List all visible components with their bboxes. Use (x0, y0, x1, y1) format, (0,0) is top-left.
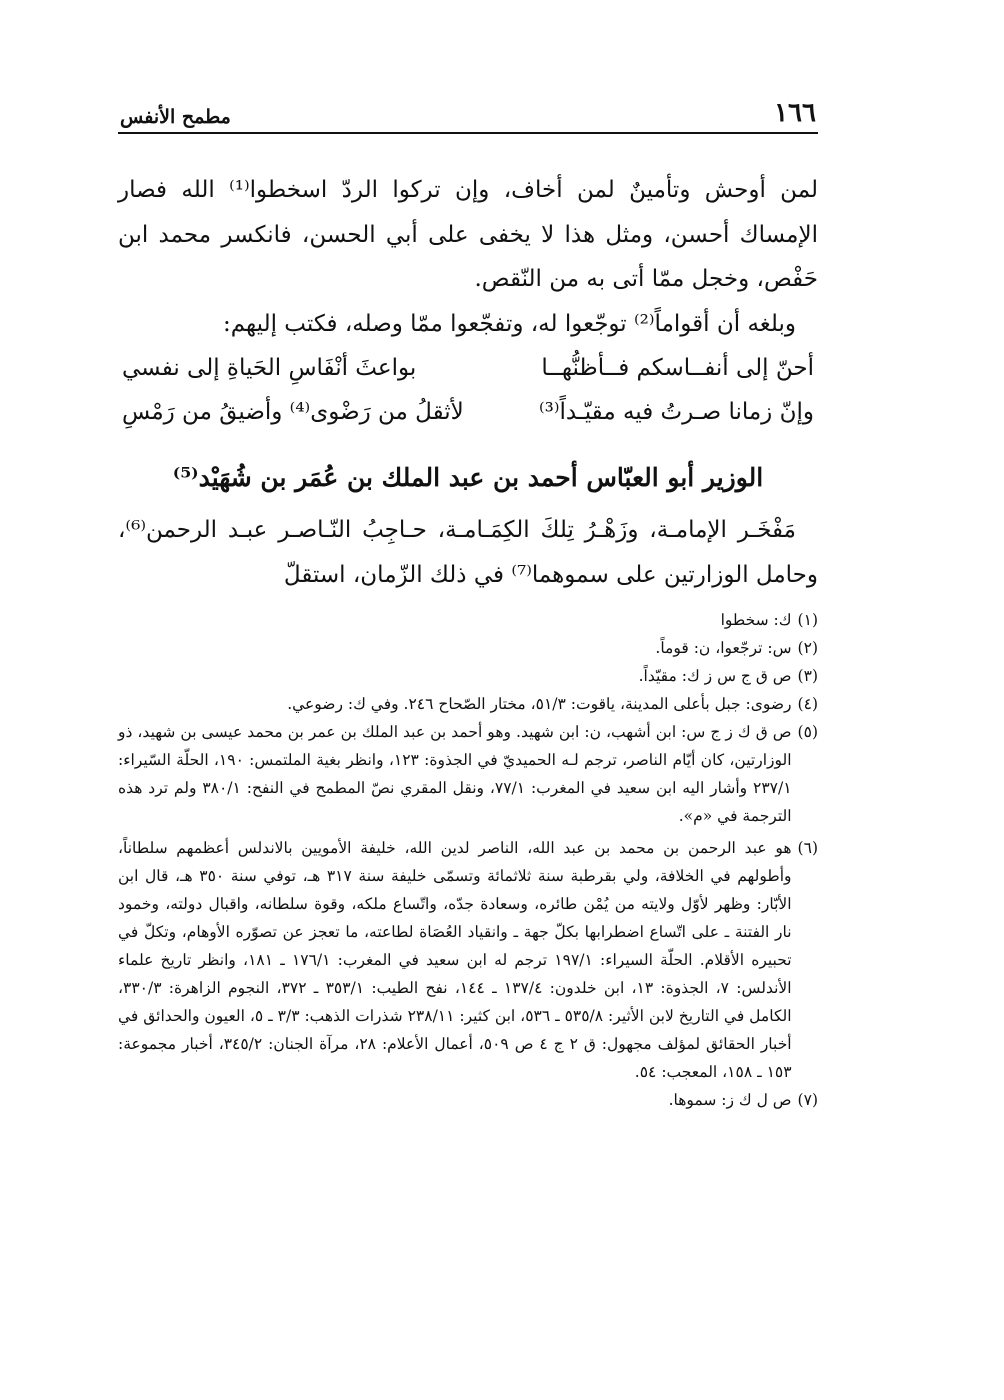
book-title: مطمح الأنفس (120, 106, 231, 128)
verse-first-hemistich: وإنّ زمانا صـرتُ فيه مقيّـداً⁽³⁾ (539, 399, 814, 425)
paragraph: لمن أوحش وتأمينٌ لمن أخاف، وإن تركوا الردّ اسخطوا⁽¹⁾ الله فصار الإمساك أحسن، ومثل هذا لا يخفى على أبي الحسن، فانكسر محمد ابن حَفْص، وخجل ممّا أتى به من النّقص. (118, 177, 818, 292)
running-header (118, 88, 818, 134)
footnote-number: (٣) (797, 667, 818, 685)
footnote (118, 690, 818, 718)
footnote (118, 834, 818, 1086)
paragraph: مَفْخَـر الإمامـة، وزَهْـرُ تِلكَ الكِمَـامـة، حـاجِبُ النّـاصـر عبـد الرحمن⁽⁶⁾، وحامل الوزارتين على سموهما⁽⁷⁾ في ذلك الزّمان، استقلّ (118, 517, 818, 588)
footnote-number: (٢) (797, 639, 818, 657)
verse-line (118, 390, 818, 434)
footnote (118, 1086, 818, 1114)
footnote-text: ص ل ك ز: سموها. (668, 1091, 792, 1109)
footnote (118, 634, 818, 662)
footnote-text: س: ترجّعوا، ن: قوماً. (655, 639, 792, 657)
main-text-continued (118, 508, 818, 598)
footnote-number: (٧) (797, 1091, 818, 1109)
footnote (118, 718, 818, 830)
footnote (118, 662, 818, 690)
main-text (118, 168, 818, 434)
paragraph: وبلغه أن أقواماً⁽²⁾ توجّعوا له، وتفجّعوا ممّا وصله، فكتب إليهم: (223, 310, 796, 337)
footnote-text: هو عبد الرحمن بن محمد بن عبد الله، الناصر لدين الله، خليفة الأمويين بالاندلس أعظمهم سلطاناً، وأطولهم في الخلافة، ولي بقرطبة سنة ثلاثمائة وتسمّى خليفة سنة ٣١٧ هـ، توفي سنة ٣٥٠ هـ، قال ابن الأبّار: وظهر لأوّل ولايته من يُمْن طائره، وسعادة جدّه، واتّساع ملكه، وقوة سلطانه، واقبال دولته، وخمود نار الفتنة ـ على اتّساع اضطرابها بكلّ جهة ـ وانقياد العُصَاة لطاعته، ما تعجز عن تصوّره الأوهام، وتكلّ في تحبيره الأقلام. الحلّة السيراء: ١٩٧/١ ترجم له ابن سعيد في المغرب: ١٧٦/١ ـ ١٨١، وانظر تاريخ علماء الأندلس: ٧، الجذوة: ١٣، ابن خلدون: ١٣٧/٤ ـ ١٤٤، نفح الطيب: ٣٥٣/١ ـ ٣٧٢، النجوم الزاهرة: ٣٣٠/٣، الكامل في التاريخ لابن الأثير: ٥٣٥/٨ ـ ٥٣٦، ابن كثير: ٢٣٨/١١ شذرات الذهب: ٣/٣ ـ ٥، العيون والحدائق في أخبار الحقائق لمؤلف مجهول: ق ٢ ج ٤ ص ٥٠٩، أعمال الأعلام: ٢٨، مرآة الجنان: ٣٤٥/٢، أخبار مجموعة: ١٥٣ ـ ١٥٨، المعجب: ٥٤. (118, 839, 792, 1081)
footnote-number: (٥) (797, 723, 818, 741)
footnote-text: ص ق ك ز ج س: ابن أشهب، ن: ابن شهيد. وهو أحمد بن عبد الملك بن عمر بن محمد عيسى بن شهيد، ذو الوزارتين، كان أيّام الناصر، ترجم لـه الحميديّ في الجذوة: ١٢٣، وانظر بغية الملتمس: ١٩٠، الحلّة السّيراء: ٢٣٧/١ وأشار اليه ابن سعيد في المغرب: ٧٧/١، ونقل المقري نصّ المطمح في النفح: ٣٨٠/١ ولم ترد هذه الترجمة في «م». (118, 723, 792, 825)
page-number: ١٦٦ (774, 98, 816, 128)
footnote-text: ك: سخطوا (720, 611, 792, 629)
verse-first-hemistich: أحنّ إلى أنفــاسكم فــأظنُّهــا (541, 355, 814, 381)
book-page (118, 88, 818, 1114)
footnote-number: (١) (797, 611, 818, 629)
footnote-text: رضوى: جبل بأعلى المدينة، ياقوت: ٥١/٣، مختار الصّحاح ٢٤٦. وفي ك: رضوعي. (287, 695, 792, 713)
footnotes (118, 606, 818, 1114)
footnote-number: (٦) (797, 839, 818, 857)
verse-second-hemistich: لأثقلُ من رَضْوى⁽⁴⁾ وأضيقُ من رَمْسِ (122, 399, 464, 425)
section-heading: الوزير أبو العبّاس أحمد بن عبد الملك بن عُمَر بن شُهَيْد⁽⁵⁾ (172, 463, 764, 492)
footnote (118, 606, 818, 634)
footnote-number: (٤) (797, 695, 818, 713)
verse-line (118, 346, 818, 390)
footnote-text: ص ق ج س ز ك: مقيّداً. (638, 667, 792, 685)
verse-second-hemistich: بواعثَ أنْفَاسِ الحَياةِ إلى نفسي (122, 355, 417, 381)
